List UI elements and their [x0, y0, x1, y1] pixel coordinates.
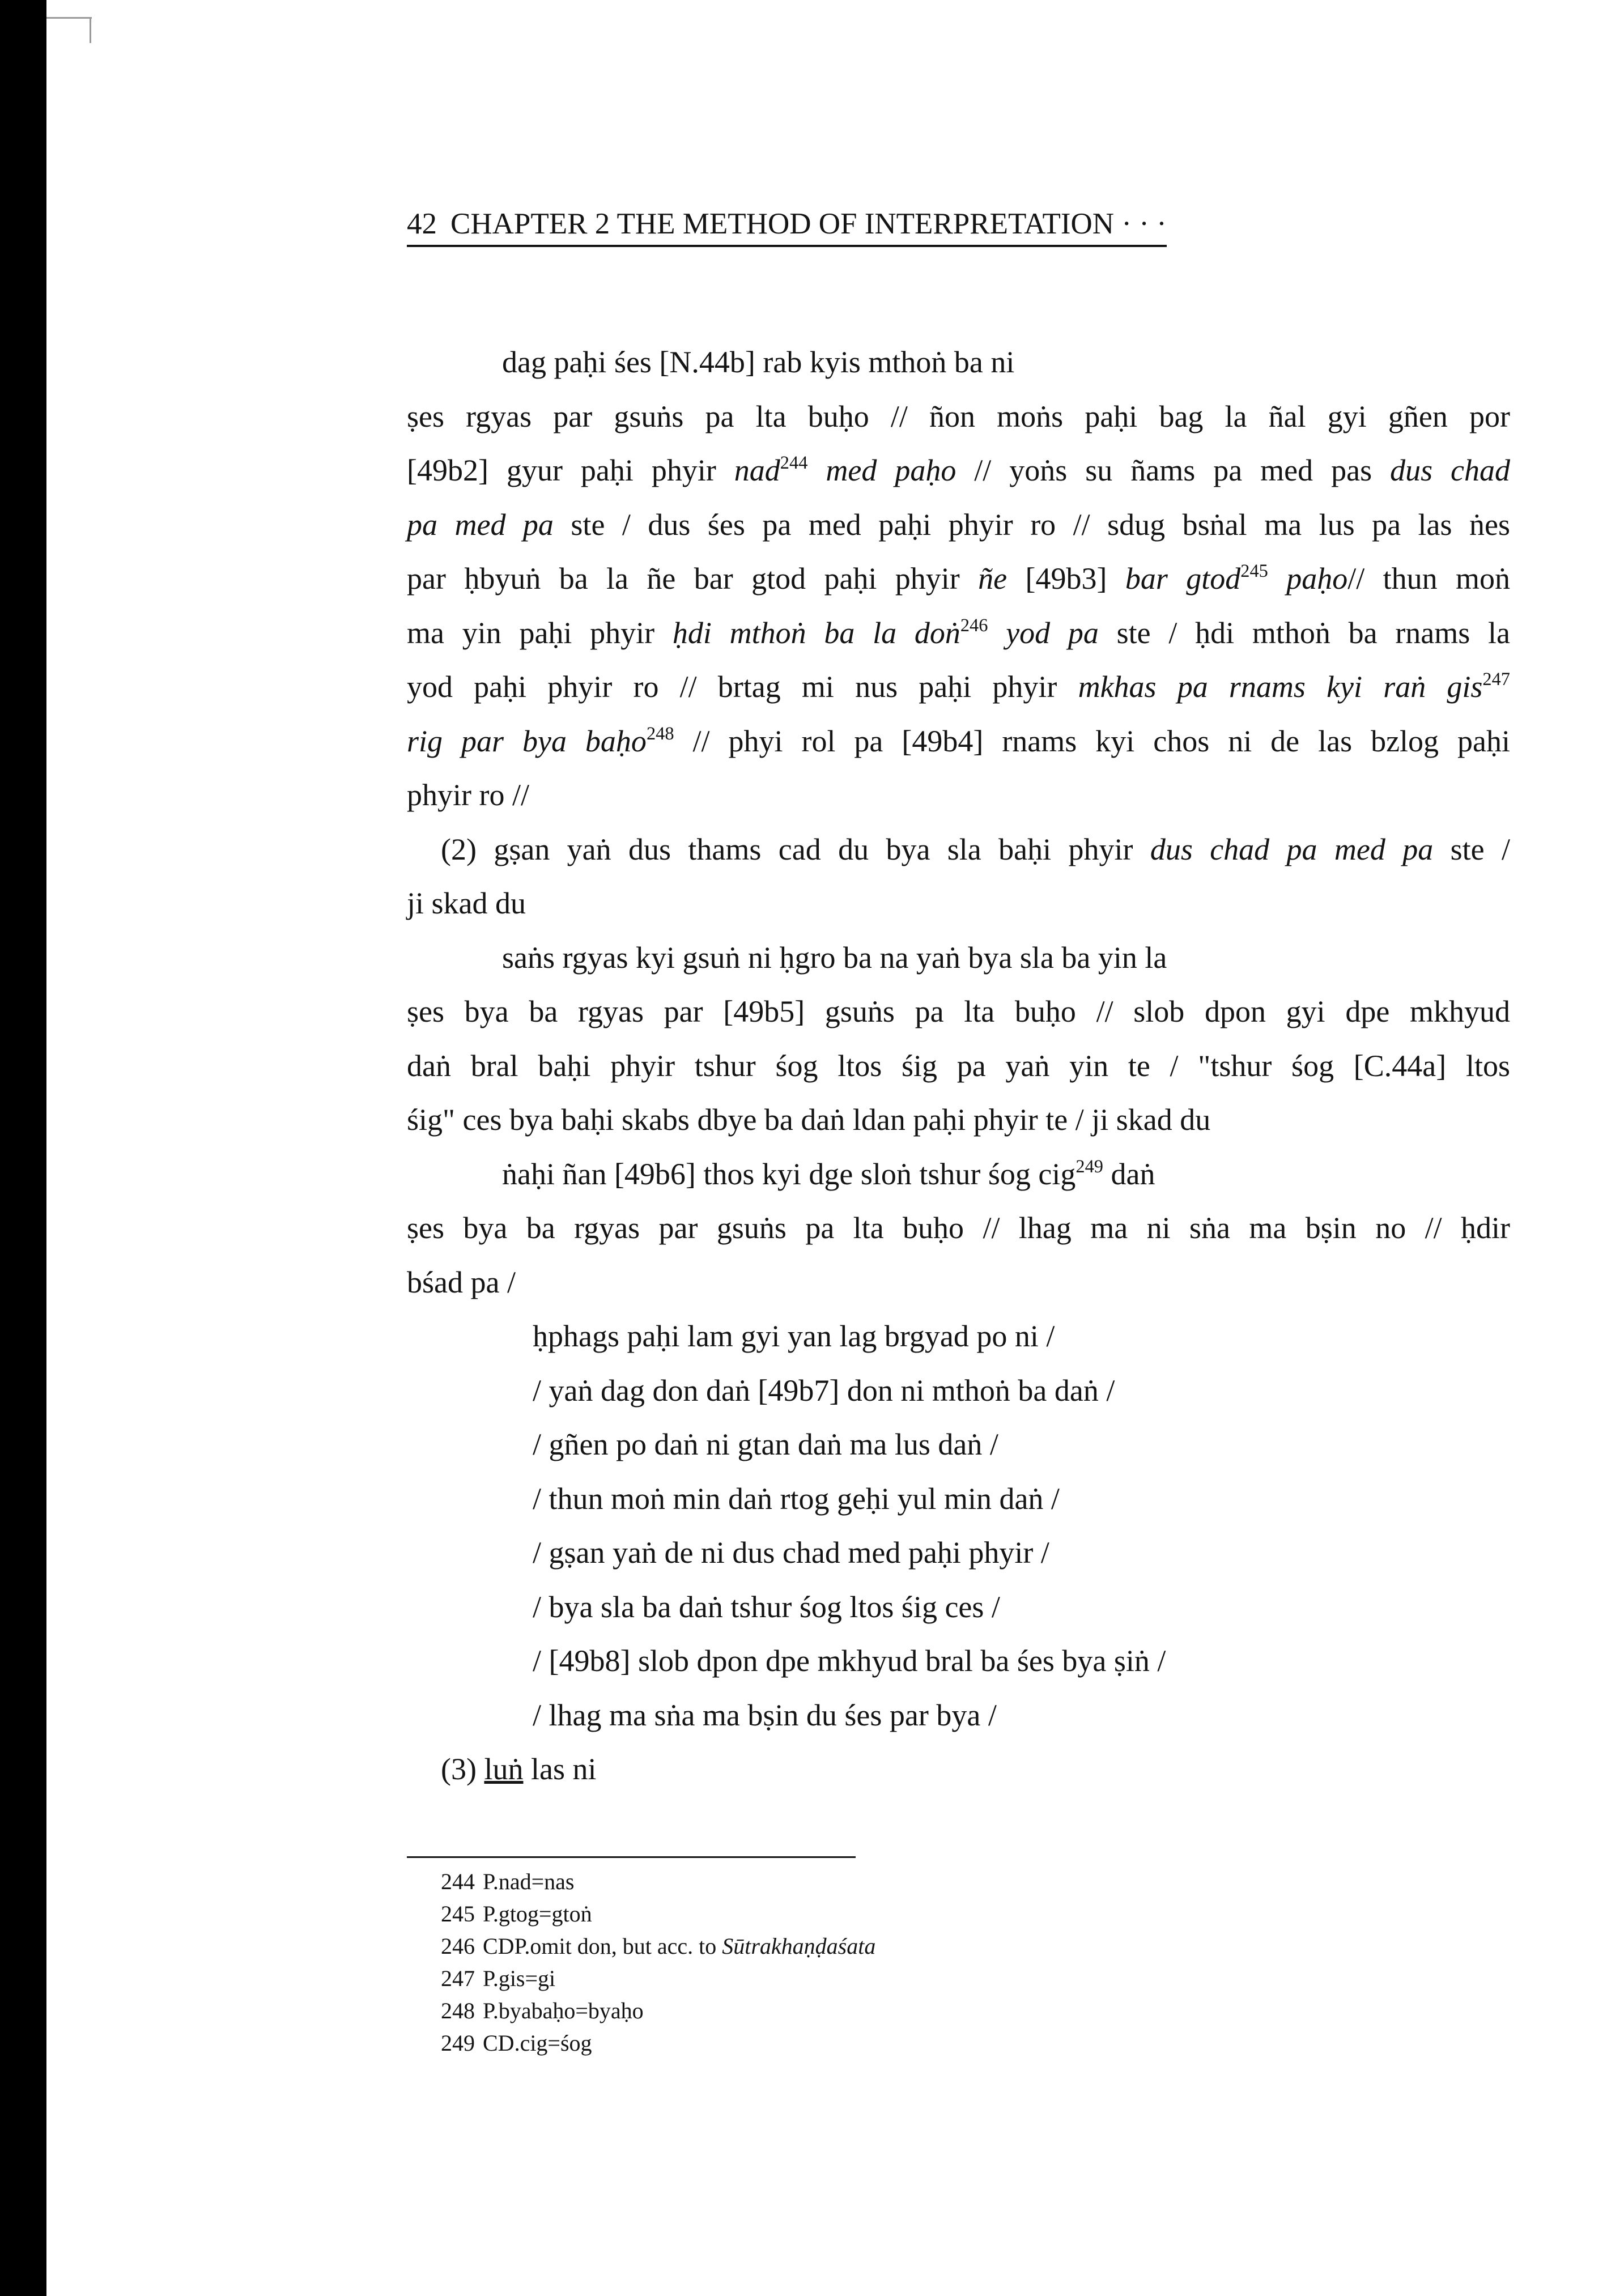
- text-line: ji skad du: [407, 886, 526, 920]
- footnote-number: 247: [441, 1966, 475, 1991]
- footnotes: [441, 1865, 875, 2059]
- scan-edge-shadow: [0, 0, 46, 2296]
- text-line: / yaṅ dag don daṅ [49b7] don ni mthoṅ ba daṅ /: [533, 1373, 1115, 1408]
- scan-mark: [46, 17, 92, 19]
- footnote-number: 245: [441, 1901, 475, 1927]
- footnote-number: 246: [441, 1933, 475, 1959]
- text-line: / lhag ma sṅa ma bṣin du śes par bya /: [533, 1698, 997, 1732]
- footnote-number: 248: [441, 1998, 475, 2023]
- running-header: [407, 204, 1167, 247]
- footnote-text: P.nad=nas: [483, 1869, 575, 1894]
- footnote-number: 244: [441, 1869, 475, 1894]
- footnote: [441, 1865, 875, 1898]
- text-line: ṣes bya ba rgyas par gsuṅs pa lta buḥo // lhag ma ni sṅa ma bṣin no // ḥdir: [407, 1211, 1510, 1245]
- footnote-text: CDP.omit don, but acc. to Sūtrakhaṇḍaśata: [483, 1933, 876, 1959]
- running-title: CHAPTER 2 THE METHOD OF INTERPRETATION · · ·: [450, 207, 1167, 240]
- text-line: / gṣan yaṅ de ni dus chad med paḥi phyir /: [533, 1536, 1049, 1570]
- text-line: pa med pa ste / dus śes pa med paḥi phyir ro // sdug bsṅal ma lus pa las ṅes: [407, 507, 1510, 542]
- text-line: / thun moṅ min daṅ rtog geḥi yul min daṅ /: [533, 1481, 1060, 1516]
- footnote: [441, 1930, 875, 1962]
- text-line: / gñen po daṅ ni gtan daṅ ma lus daṅ /: [533, 1427, 998, 1461]
- text-line: (2) gṣan yaṅ dus thams cad du bya sla baḥi phyir dus chad pa med pa ste /: [441, 832, 1510, 866]
- text-line: rig par bya baḥo$^{248}$ // phyi rol pa [49b4] rnams kyi chos ni de las bzlog paḥi: [407, 723, 1511, 758]
- text-line: ṣes rgyas par gsuṅs pa lta buḥo // ñon moṅs paḥi bag la ñal gyi gñen por: [407, 399, 1510, 433]
- footnote: [441, 1962, 875, 1995]
- text-line: ma yin paḥi phyir ḥdi mthoṅ ba la doṅ$^{246}$ yod pa ste / ḥdi mthoṅ ba rnams la: [407, 615, 1511, 650]
- text-line: bśad pa /: [407, 1265, 516, 1299]
- text-line: dag paḥi śes [N.44b] rab kyis mthoṅ ba ni: [502, 345, 1015, 379]
- scan-mark: [90, 17, 91, 43]
- footnote-text: P.byabaḥo=byaḥo: [483, 1998, 644, 2023]
- text-line: / [49b8] slob dpon dpe mkhyud bral ba śes bya ṣiṅ /: [533, 1644, 1166, 1678]
- footnote: [441, 2027, 875, 2059]
- text-line: (3) luṅ las ni: [441, 1752, 597, 1786]
- footnote-number: 249: [441, 2030, 475, 2056]
- footnote-text: P.gis=gi: [483, 1966, 556, 1991]
- page-number: 42: [407, 207, 437, 240]
- text-line: ṣes bya ba rgyas par [49b5] gsuṅs pa lta buḥo // slob dpon gyi dpe mkhyud: [407, 994, 1510, 1028]
- footnote-divider: [407, 1856, 856, 1858]
- text-line: phyir ro //: [407, 778, 529, 812]
- footnote-text: P.gtog=gtoṅ: [483, 1901, 592, 1927]
- text-line: ṅaḥi ñan [49b6] thos kyi dge sloṅ tshur śog cig$^{249}$ daṅ: [502, 1156, 1155, 1191]
- text-line: yod paḥi phyir ro // brtag mi nus paḥi phyir mkhas pa rnams kyi raṅ gis$^{247}$: [407, 669, 1510, 704]
- footnote: [441, 1995, 875, 2027]
- footnote-text: CD.cig=śog: [483, 2030, 592, 2056]
- text-line: / bya sla ba daṅ tshur śog ltos śig ces /: [533, 1589, 1000, 1624]
- text-line: ḥphags paḥi lam gyi yan lag brgyad po ni /: [533, 1319, 1055, 1353]
- text-line: par ḥbyuṅ ba la ñe bar gtod paḥi phyir ñe [49b3] bar gtod$^{245}$ paḥo// thun moṅ: [407, 560, 1511, 596]
- text-line: daṅ bral baḥi phyir tshur śog ltos śig pa yaṅ yin te / "tshur śog [C.44a] ltos: [407, 1048, 1510, 1083]
- text-line: [49b2] gyur paḥi phyir nad$^{244}$ med paḥo // yoṅs su ñams pa med pas dus chad: [407, 452, 1511, 487]
- footnote: [441, 1898, 875, 1930]
- body-text: [407, 335, 1510, 1797]
- text-line: saṅs rgyas kyi gsuṅ ni ḥgro ba na yaṅ bya sla ba yin la: [502, 940, 1167, 975]
- text-line: śig" ces bya baḥi skabs dbye ba daṅ ldan paḥi phyir te / ji skad du: [407, 1103, 1211, 1137]
